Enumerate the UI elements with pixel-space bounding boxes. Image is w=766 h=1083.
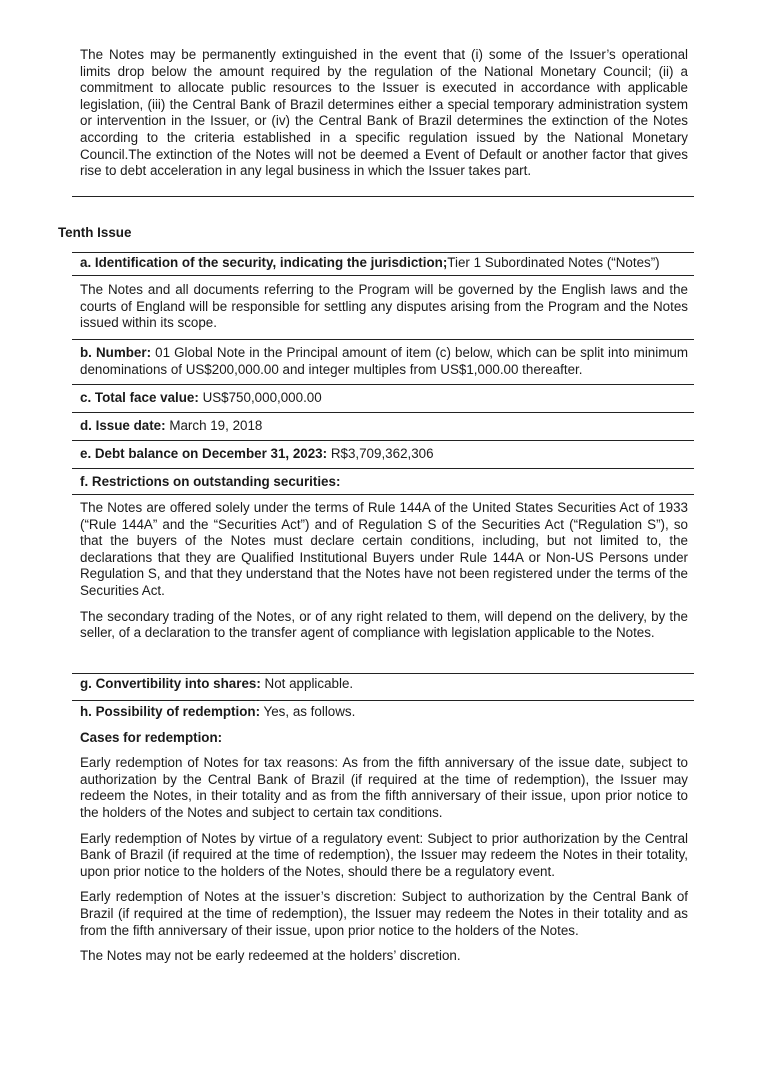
item-f-paragraph-1: The Notes are offered solely under the terms of Rule 144A of the United States Securities Act of 1933 (“Rule 144A” and the “Securities Act”) and of Regulation S of the Securities Act (“Regulation S”), so that the buyers of the Notes must declare certain conditions, including, but not limited to, the declarations that they are Qualified Institutional Buyers under Rule 144A or Non-US Persons under Regulation S, and that they understand that the Notes have not been registered under the terms of the Securities Act. (80, 500, 688, 598)
divider (72, 196, 694, 197)
divider (72, 673, 694, 674)
section-title: Tenth Issue (58, 225, 132, 240)
item-f-label: f. Restrictions on outstanding securities: (80, 474, 341, 489)
divider (72, 494, 694, 495)
item-h-paragraph-2: Early redemption of Notes by virtue of a regulatory event: Subject to prior authorization by the Central Bank of Brazil (if required at the time of redemption), the Issuer may redeem the Notes in their totality, upon prior notice to the holders of the Notes, should there be a regulatory event. (80, 830, 688, 879)
item-h-label: h. Possibility of redemption: (80, 704, 261, 719)
item-e-value: R$3,709,362,306 (330, 446, 434, 461)
intro-paragraph: The Notes may be permanently extinguished in the event that (i) some of the Issuer’s operational limits drop below the amount required by the regulation of the National Monetary Council; (ii) a commitment to allocate public resources to the Issuer is executed in accordance with applicable legislation, (iii) the Central Bank of Brazil determines either a special temporary administration system or intervention in the Issuer, or (iv) the Central Bank of Brazil determines the extinction of the Notes according to the criteria established in a specific regulation issued by the National Monetary Council.The extinction of the Notes will not be deemed a Event of Default or another factor that gives rise to debt acceleration in any legal business in which the Issuer takes part. (80, 47, 688, 179)
item-f-paragraph-2: The secondary trading of the Notes, or of any right related to them, will depend on the delivery, by the seller, of a declaration to the transfer agent of compliance with legislation applicable to the Notes. (80, 608, 688, 641)
item-a (72, 255, 694, 272)
item-d-label: d. Issue date: (80, 418, 166, 433)
divider (72, 412, 694, 413)
item-h-paragraph-4: The Notes may not be early redeemed at the holders’ discretion. (80, 948, 461, 964)
item-h-paragraph-1: Early redemption of Notes for tax reasons: As from the fifth anniversary of the issue date, subject to authorization by the Central Bank of Brazil (if required at the time of redemption), the Issuer may redeem the Notes, in their totality and as from the fifth anniversary of their issue, upon prior notice to the holders of the Notes and subject to certain tax conditions. (80, 755, 688, 820)
item-a-paragraph: The Notes and all documents referring to the Program will be governed by the English laws and the courts of England will be responsible for settling any disputes arising from the Program and the Notes issued within its scope. (80, 282, 688, 331)
item-c-label: c. Total face value: (80, 390, 199, 405)
item-h-value: Yes, as follows. (263, 704, 356, 719)
item-d-value: March 19, 2018 (169, 418, 263, 433)
item-a-detail (72, 282, 694, 332)
item-c-value: US$750,000,000.00 (202, 390, 322, 405)
item-f (72, 474, 694, 491)
divider (72, 468, 694, 469)
item-h (72, 704, 694, 965)
item-a-label: a. Identification of the security, indicating the jurisdiction; (80, 255, 448, 270)
cases-title: Cases for redemption: (80, 729, 223, 745)
item-e (72, 446, 694, 463)
item-g-value: Not applicable. (264, 676, 354, 691)
item-e-label: e. Debt balance on December 31, 2023: (80, 446, 328, 461)
item-c (72, 390, 694, 407)
divider (72, 339, 694, 340)
item-b-label: b. Number: (80, 345, 152, 360)
item-d (72, 418, 694, 435)
item-h-paragraph-3: Early redemption of Notes at the issuer’s discretion: Subject to authorization by the Central Bank of Brazil (if required at the time of redemption), the Issuer may redeem the Notes in their totality and as from the fifth anniversary of their issue, upon prior notice to the holders of the Notes. (80, 889, 688, 938)
divider (72, 440, 694, 441)
item-g (72, 676, 694, 693)
item-a-value: Tier 1 Subordinated Notes (“Notes”) (447, 255, 660, 270)
item-b (72, 345, 694, 378)
divider (72, 252, 694, 253)
divider (72, 700, 694, 701)
divider (72, 384, 694, 385)
intro-section (72, 47, 694, 180)
item-f-detail (72, 500, 694, 642)
divider (72, 275, 694, 276)
item-b-value: 01 Global Note in the Principal amount of item (c) below, which can be split into minimum denominations of US$200,000.00 and integer multiples from US$1,000.00 thereafter. (80, 345, 688, 377)
item-g-label: g. Convertibility into shares: (80, 676, 261, 691)
